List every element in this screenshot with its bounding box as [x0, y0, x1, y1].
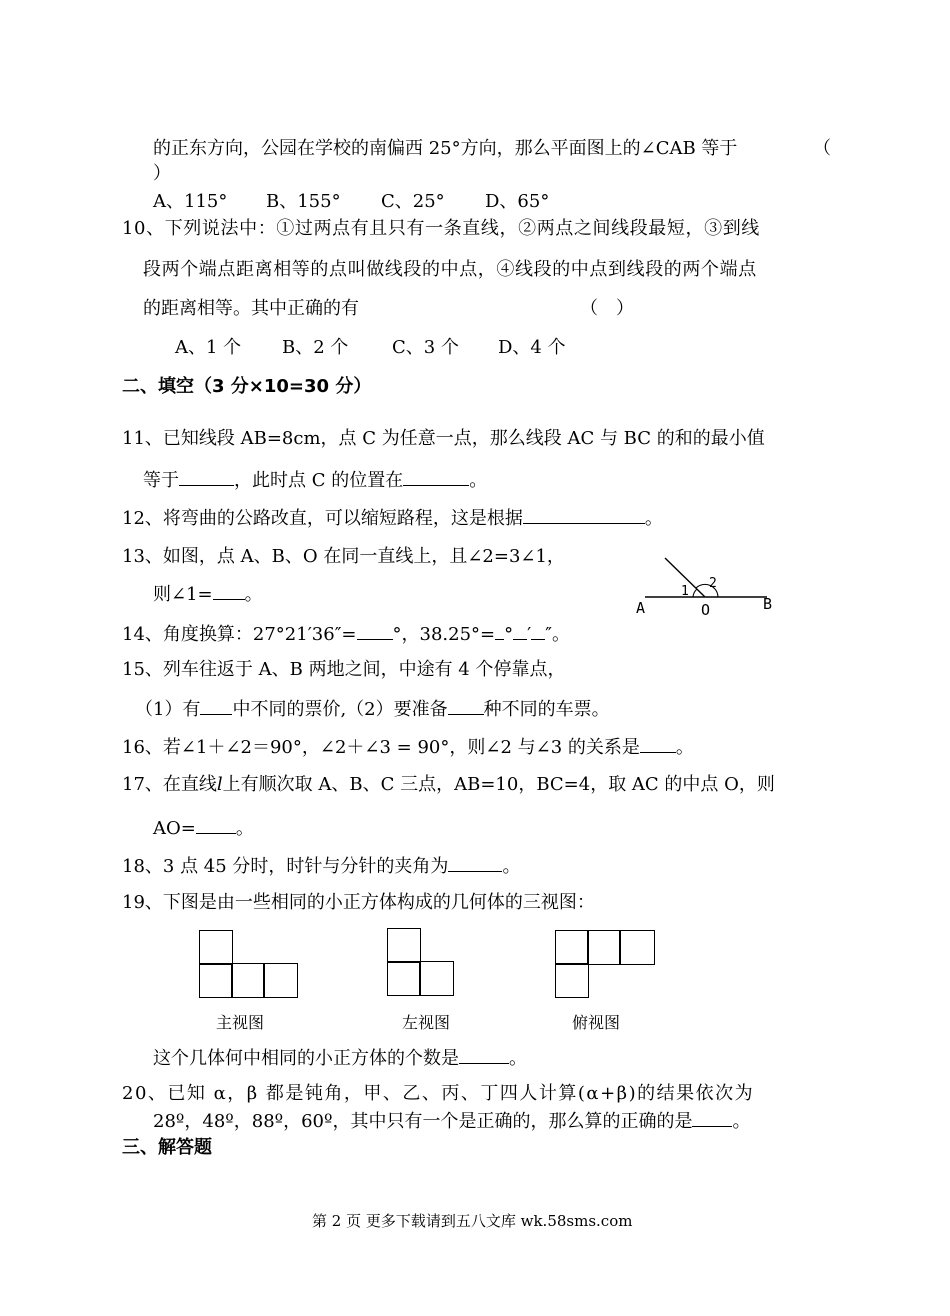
q11-blank-1	[179, 467, 234, 486]
q13-angle-figure	[625, 550, 785, 620]
label-angle-1: 1	[681, 584, 689, 599]
label-B: B	[763, 595, 773, 613]
q9-paren-open: （	[813, 138, 831, 159]
page-footer: 第 2 页 更多下载请到五八文库 wk.58sms.com	[312, 1212, 633, 1230]
q11-blank-2	[403, 467, 469, 486]
q16-blank	[640, 734, 676, 753]
q20-line1: 20、已知 α，β 都是钝角，甲、乙、丙、丁四人计算(α+β)的结果依次为	[122, 1083, 755, 1104]
q19-blank	[459, 1045, 509, 1064]
q10-option-a: A、1 个	[175, 337, 242, 358]
q9-option-a: A、115°	[153, 191, 228, 212]
q15-line1: 15、列车往返于 A、B 两地之间，中途有 4 个停靠点，	[122, 659, 566, 680]
q17-line1: 17、在直线l上有顺次取 A、B、C 三点，AB=10，BC=4，取 AC 的中点 O，则	[122, 774, 775, 795]
left-view-cube	[387, 961, 421, 996]
q18-blank	[448, 853, 502, 872]
top-view-label: 俯视图	[572, 1013, 621, 1032]
q9-continuation: 的正东方向，公园在学校的南偏西 25°方向，那么平面图上的∠CAB 等于	[153, 138, 738, 159]
q13-line1: 13、如图，点 A、B、O 在同一直线上，且∠2=3∠1，	[122, 546, 565, 567]
label-A: A	[636, 599, 646, 617]
section-2-heading: 二、填空（3 分×10=30 分）	[122, 376, 372, 397]
q14-line: 14、角度换算：27°21′36″= °，38.25°= ° ′ ″。	[122, 621, 570, 647]
left-view-cube	[419, 961, 454, 996]
front-view-cube	[199, 963, 233, 998]
q14-blank-4	[531, 621, 545, 640]
top-view-cube	[555, 963, 589, 998]
angle-1-arc	[693, 589, 697, 597]
line-l: l	[216, 774, 223, 795]
section-3-heading: 三、解答题	[122, 1137, 212, 1158]
q10-options	[175, 336, 566, 360]
left-view-label: 左视图	[402, 1013, 451, 1032]
front-view-cube	[199, 930, 233, 965]
q10-line3: 的距离相等。其中正确的有	[143, 298, 359, 319]
q9-option-d: D、65°	[485, 191, 550, 212]
front-view-cube	[231, 963, 265, 998]
q10-paren: （ ）	[580, 298, 634, 319]
top-view-cube	[619, 930, 655, 965]
q17-blank	[196, 815, 236, 834]
q18-line: 18、3 点 45 分时，时针与分针的夹角为 。	[122, 853, 520, 879]
q20-blank	[692, 1108, 732, 1127]
q13-line2: 则∠1= 。	[153, 581, 263, 607]
q17-line2: AO= 。	[153, 815, 254, 841]
q12-blank	[523, 505, 645, 524]
q12-line: 12、将弯曲的公路改直，可以缩短路程，这是根据 。	[122, 505, 663, 531]
q9-option-b: B、155°	[266, 191, 341, 212]
q14-blank-3	[513, 621, 527, 640]
q19-line2: 这个几体何中相同的小正方体的个数是 。	[153, 1045, 527, 1071]
q9-options	[153, 190, 549, 214]
label-O: O	[701, 601, 711, 619]
top-view-cube	[587, 930, 621, 965]
top-view-cube	[555, 930, 589, 965]
q15-line2: （1）有 中不同的票价,（2）要准备 种不同的车票。	[135, 696, 610, 722]
q13-blank	[213, 581, 245, 600]
left-view-cube	[387, 928, 421, 963]
q9-paren-close: ）	[153, 163, 171, 184]
q10-line2: 段两个端点距离相等的点叫做线段的中点，④线段的中点到线段的两个端点	[143, 259, 757, 280]
q19-line1: 19、下图是由一些相同的小正方体构成的几何体的三视图：	[122, 892, 595, 913]
q16-line: 16、若∠1＋∠2＝90°，∠2＋∠3 = 90°，则∠2 与∠3 的关系是 。	[122, 734, 694, 760]
q9-option-c: C、25°	[381, 191, 445, 212]
front-view-label: 主视图	[216, 1013, 265, 1032]
front-view-cube	[263, 963, 298, 998]
q14-blank-1	[357, 621, 393, 640]
q10-option-b: B、2 个	[282, 337, 349, 358]
q10-option-d: D、4 个	[498, 337, 566, 358]
q10-option-c: C、3 个	[392, 337, 459, 358]
label-angle-2: 2	[709, 576, 717, 591]
q15-blank-2	[448, 696, 484, 715]
q11-line1: 11、已知线段 AB=8cm，点 C 为任意一点，那么线段 AC 与 BC 的和的最小值	[122, 428, 765, 449]
q15-blank-1	[200, 696, 232, 715]
q14-blank-2	[495, 621, 504, 640]
q10-line1: 10、下列说法中：①过两点有且只有一条直线，②两点之间线段最短，③到线	[122, 218, 760, 239]
q20-line2: 28º，48º，88º，60º，其中只有一个是正确的，那么算的正确的是 。	[153, 1108, 750, 1134]
q11-line2: 等于 ，此时点 C 的位置在 。	[143, 467, 487, 493]
